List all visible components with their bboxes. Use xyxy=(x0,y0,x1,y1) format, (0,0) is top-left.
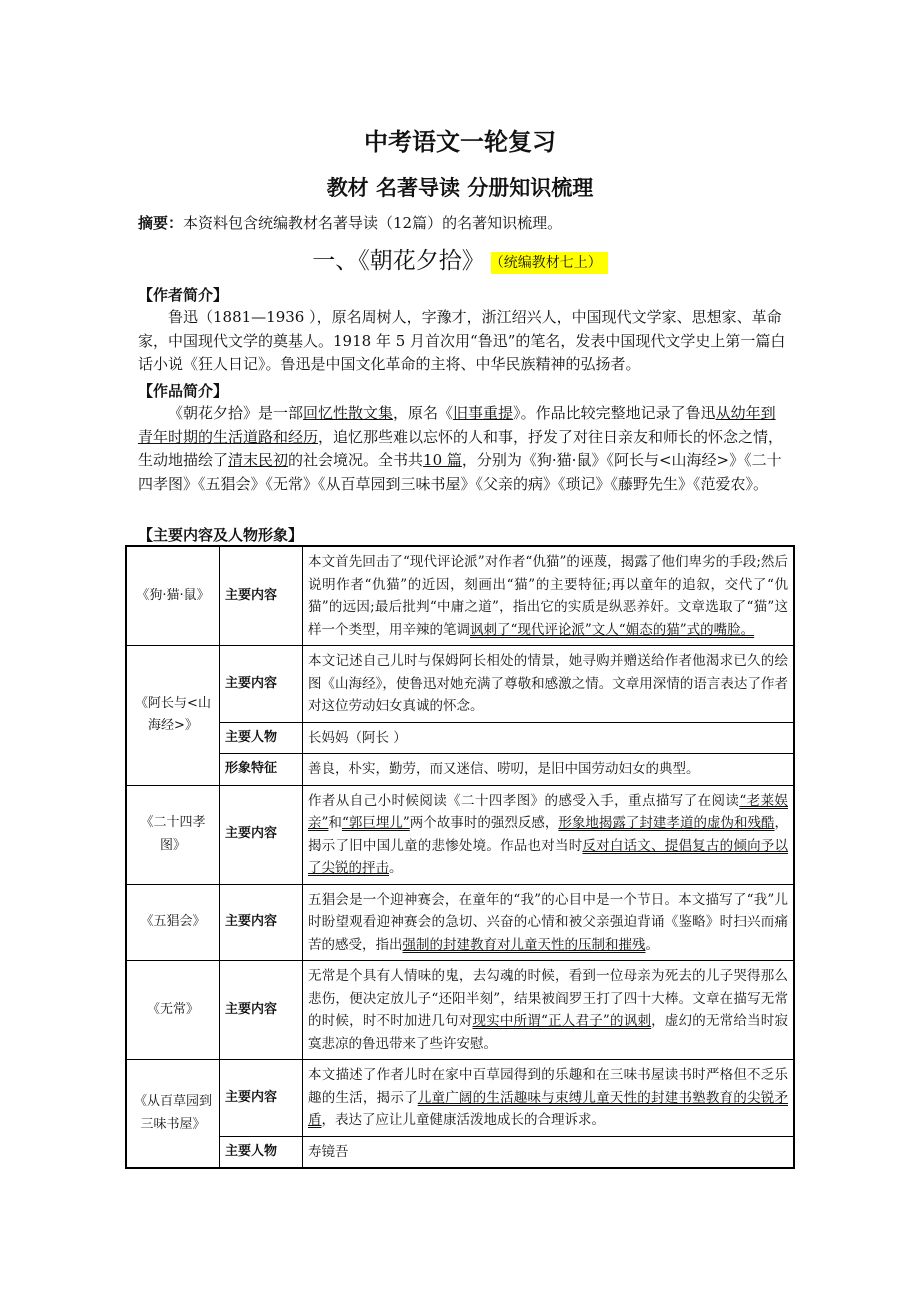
content-text: ，揭示了旧中国儿童的悲惨处境。作品也对当时 xyxy=(308,815,788,854)
content-text: ，表达了应让儿童健康活泼地成长的合理诉求。 xyxy=(321,1112,605,1128)
book-title: 《狗·猫·鼠》 xyxy=(126,546,220,646)
row-content xyxy=(303,884,795,961)
doc-title: 中考语文一轮复习 xyxy=(364,128,556,156)
section-title: 一、《朝花夕拾》 xyxy=(312,248,485,274)
work-text-1: 《朝花夕拾》是一部 xyxy=(168,404,304,422)
doc-subtitle: 教材 名著导读 分册知识梳理 xyxy=(326,176,594,200)
row-label: 主要内容 xyxy=(220,884,303,961)
book-title: 《无常》 xyxy=(126,961,220,1060)
abstract-text: 本资料包含统编教材名著导读（12篇）的名著知识梳理。 xyxy=(183,214,563,232)
content-key: “老莱娱亲” xyxy=(308,792,789,831)
table-heading: 【主要内容及人物形象】 xyxy=(138,526,304,544)
content-key: 讽刺了“现代评论派”文人“媚态的猫”式的嘴脸。 xyxy=(470,621,755,638)
row-content xyxy=(303,961,795,1060)
content-key: 儿童广阔的生活趣味与束缚儿童天性的封建书塾教育的尖锐矛盾 xyxy=(308,1089,789,1128)
author-paragraph: 鲁迅（1881—1936 ），原名周树人，字豫才，浙江绍兴人，中国现代文学家、思想家、革命家，中国现代文学的奠基人。1918 年 5 月首次用“鲁迅”的笔名，发表中国现代文学史上第一篇白话小说《狂人日记》。鲁迅是中国文化革命的主将、中华民族精神的弘扬者。 xyxy=(138,308,786,373)
content-table xyxy=(125,545,795,1169)
row-content xyxy=(303,785,795,884)
content-key: “郭巨埋儿” xyxy=(341,815,410,831)
content-key: 反对白话文、提倡复古的倾向予以了尖锐的抨击 xyxy=(308,837,789,876)
content-text: 两个故事时的强烈反感， xyxy=(409,815,559,831)
abstract-label: 摘要： xyxy=(138,214,184,232)
table-row xyxy=(126,884,794,961)
section-title-row xyxy=(0,242,920,275)
table-row xyxy=(126,785,794,884)
book-title: 《从百草园到三味书屋》 xyxy=(126,1060,220,1169)
row-label: 主要人物 xyxy=(220,1136,303,1168)
row-label: 主要内容 xyxy=(220,961,303,1060)
table-row xyxy=(126,961,794,1060)
work-era: 清末民初 xyxy=(228,451,289,469)
content-text: 和 xyxy=(328,815,342,831)
content-key: 形象地揭露了封建孝道的虚伪和残酷 xyxy=(558,815,775,831)
author-heading: 【作者简介】 xyxy=(138,286,229,304)
work-original-name: 旧事重提 xyxy=(453,404,514,422)
work-text-5: 》。作品比较完整地记录了鲁迅 xyxy=(513,404,716,422)
content-text: 。 xyxy=(645,936,659,953)
row-label: 主要内容 xyxy=(220,546,303,646)
work-period: 从幼年到青年时期的生活道路和经历 xyxy=(138,404,776,446)
book-title: 《二十四孝图》 xyxy=(126,785,220,884)
work-text-9: 的社会境况。全书共 xyxy=(288,451,424,469)
work-heading: 【作品简介】 xyxy=(138,382,229,400)
section-tag: （统编教材七上） xyxy=(491,252,608,274)
work-paragraph xyxy=(138,402,788,496)
table-row xyxy=(126,1136,794,1168)
content-text: 作者从自己小时候阅读《二十四孝图》的感受入手，重点描写了在阅读 xyxy=(308,792,740,809)
table-row xyxy=(126,754,794,786)
work-count: 10 篇 xyxy=(423,451,462,469)
abstract xyxy=(138,212,562,233)
row-content: 长妈妈（阿长 ） xyxy=(303,722,795,754)
row-label: 主要内容 xyxy=(220,646,303,723)
row-content xyxy=(303,546,795,646)
row-label: 主要人物 xyxy=(220,722,303,754)
table-row xyxy=(126,546,794,646)
row-label: 形象特征 xyxy=(220,754,303,786)
work-text-3: ，原名《 xyxy=(393,404,454,422)
table-row xyxy=(126,646,794,723)
book-title: 《五猖会》 xyxy=(126,884,220,961)
table-row xyxy=(126,722,794,754)
content-text: 无常是个具有人情味的鬼，去勾魂的时候，看到一位母亲为死去的儿子哭得那么悲伤，便决定放儿子“还阳半刻”，结果被阎罗王打了四十大棒。文章在描写无常的时候，时不时加进几句对 xyxy=(308,968,788,1029)
row-label: 主要内容 xyxy=(220,785,303,884)
content-text: 。 xyxy=(389,860,403,876)
row-content: 本文记述自己儿时与保姆阿长相处的情景，她寻购并赠送给作者他渴求已久的绘图《山海经》，使鲁迅对她充满了尊敬和感激之情。文章用深情的语言表达了作者对这位劳动妇女真诚的怀念。 xyxy=(303,646,795,723)
content-key: 强制的封建教育对儿童天性的压制和摧残 xyxy=(402,936,646,953)
work-genre: 回忆性散文集 xyxy=(303,404,394,422)
content-text: 本文首先回击了“现代评论派”对作者“仇猫”的诬蔑，揭露了他们卑劣的手段;然后说明作者“仇猫”的近因，刻画出“猫”的主要特征;再以童年的追叙，交代了“仇猫”的远因;最后批判“中庸之道”，指出它的实质是纵恶养奸。文章选取了“猫”这样一个类型，用辛辣的笔调 xyxy=(308,554,788,638)
work-text-11: ，分别为《狗·猫·鼠》《阿长与<山海经>》《二十四孝图》《五猖会》《无常》《从百草园到三味书屋》《父亲的病》《琐记》《藤野先生》《范爱农》。 xyxy=(138,451,782,493)
row-content: 寿镜吾 xyxy=(303,1136,795,1168)
table-row xyxy=(126,1060,794,1137)
row-label: 主要内容 xyxy=(220,1060,303,1137)
content-text: 本文描述了作者儿时在家中百草园得到的乐趣和在三味书屋读书时严格但不乏乐趣的生活，揭示了 xyxy=(308,1067,788,1106)
row-content xyxy=(303,1060,795,1137)
book-title: 《阿长与<山海经>》 xyxy=(126,646,220,786)
work-text-7: ，追忆那些难以忘怀的人和事，抒发了对往日亲友和师长的怀念之情，生动地描绘了 xyxy=(138,427,784,469)
row-content: 善良，朴实，勤劳，而又迷信、唠叨，是旧中国劳动妇女的典型。 xyxy=(303,754,795,786)
content-key: 现实中所谓“正人君子”的讽刺 xyxy=(472,1013,652,1029)
content-text: 五猖会是一个迎神赛会，在童年的“我”的心目中是一个节日。本文描写了“我”儿时盼望观看迎神赛会的急切、兴奋的心情和被父亲强迫背诵《鉴略》时扫兴而痛苦的感受，指出 xyxy=(308,891,788,953)
content-text: ，虚幻的无常给当时寂寞悲凉的鲁迅带来了些许安慰。 xyxy=(308,1013,789,1052)
